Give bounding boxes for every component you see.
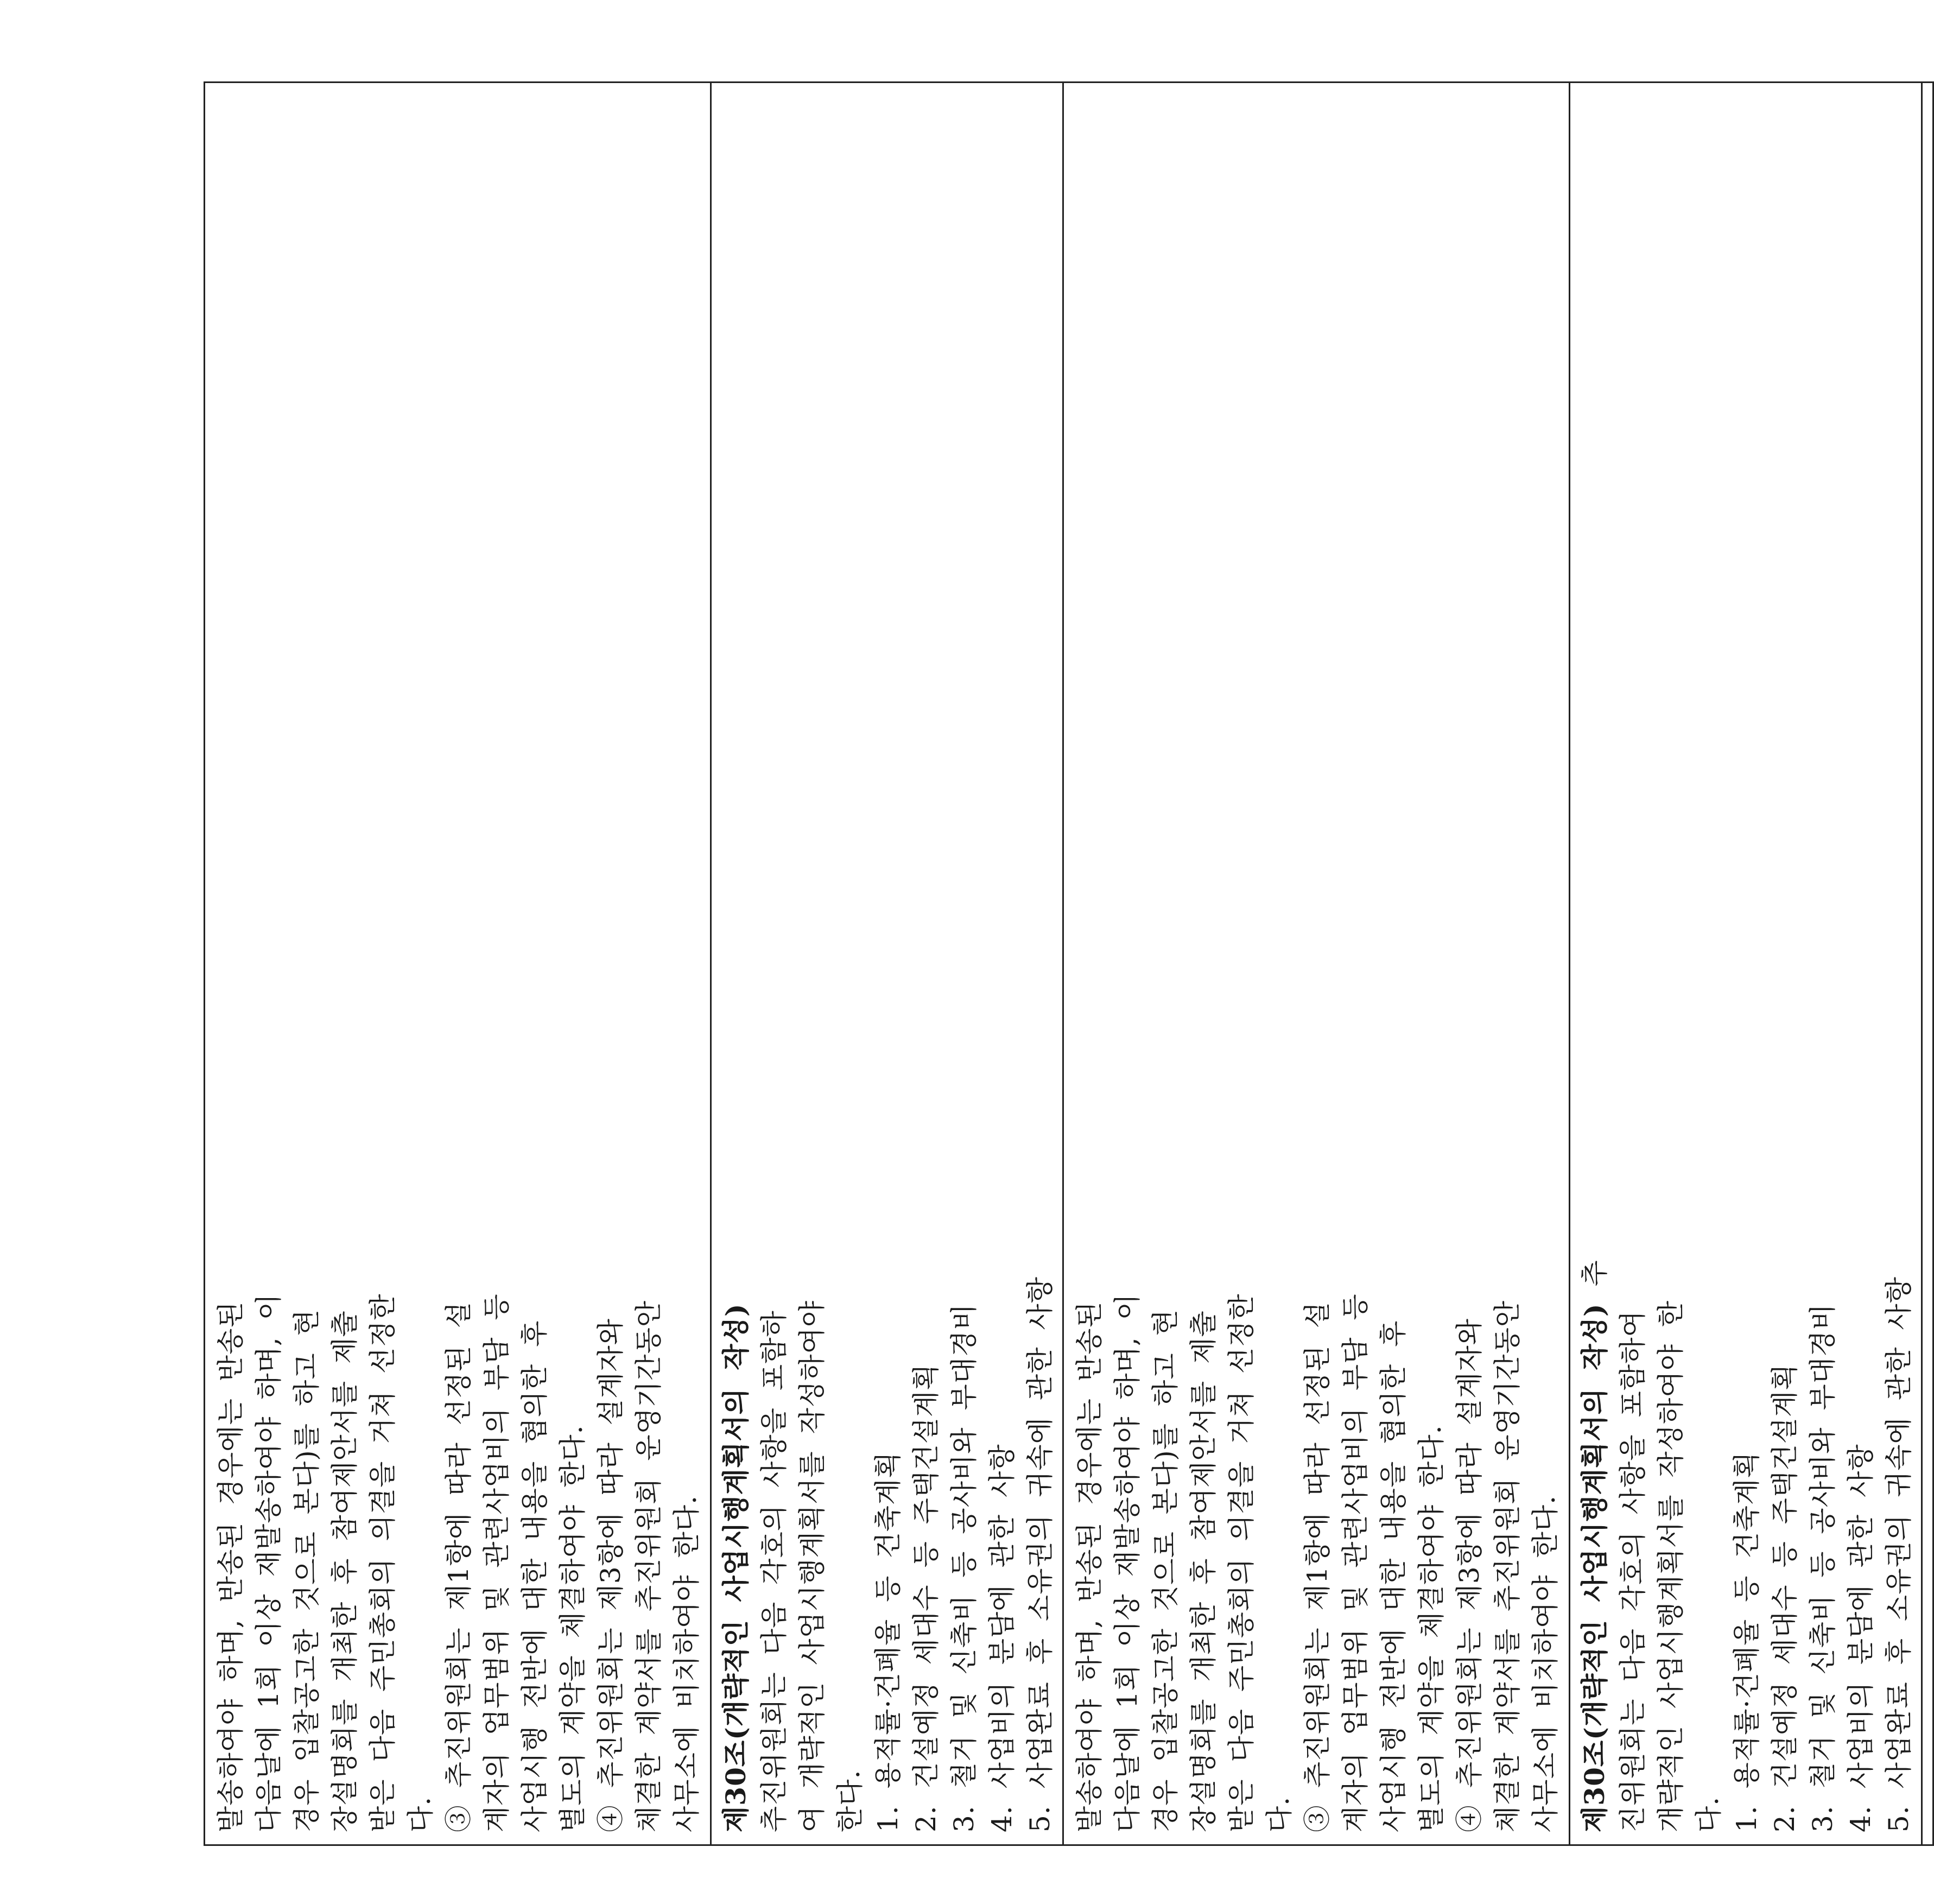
revised-para-top-line: 다음날에 1회 이상 재발송하여야 하며, 이 [1112,1293,1143,1832]
revised-article-title-tail: 추 [1579,1260,1610,1304]
revised-para4-line: 사무소에 비치하여야 한다. [1530,1495,1561,1832]
current-para3-line: 사업시행 전반에 대한 내용을 협의한 후 [519,1320,550,1832]
current-para3-line: 계자의 업무범위 및 관련사업비의 부담 등 [481,1293,512,1832]
current-para-top-line: 다. [405,1796,436,1832]
current-item: 2. 건설예정 세대수 등 주택건설계획 [910,1363,942,1832]
revised-item: 5. 사업완료 후 소유권의 귀속에 관한 사항 [1883,1276,1914,1832]
revised-item: 2. 건설예정 세대수 등 주택건설계획 [1769,1363,1800,1832]
current-para-top-line: 장설명회를 개최한 후 참여제안서를 제출 [329,1310,360,1832]
current-para3-line: 별도의 계약을 체결하여야 한다. [557,1425,588,1832]
current-article-text-line: 추진위원회는 다음 각호의 사항을 포함하 [758,1310,790,1832]
revised-article-30 [1569,83,1921,1844]
current-article-30 [710,83,1062,1844]
revised-item: 4. 사업비의 분담에 관한 사항 [1845,1444,1876,1832]
current-article-title: 제30조(개략적인 사업시행계획서의 작성) [720,1303,752,1832]
current-article-text-line: 한다. [834,1769,866,1832]
revised-article-text-line: 진위원회는 다음 각호의 사항을 포함하여 [1617,1310,1648,1832]
current-article-text-line: 여 개략적인 사업시행계획서를 작성하여야 [796,1300,828,1832]
current-provisions-cell [205,83,1063,1845]
revised-item: 3. 철거 및 신축비 등 공사비와 부대경비 [1807,1303,1838,1832]
revised-article-text-line: 다. [1693,1796,1724,1832]
current-item: 3. 철거 및 신축비 등 공사비와 부대경비 [948,1303,980,1832]
revised-para3-line: 별도의 계약을 체결하여야 한다. [1416,1425,1447,1832]
current-item: 1. 용적률·건폐율 등 건축계획 [872,1451,904,1832]
current-para-top-line: 받은 다음 주민총회의 의결을 거쳐 선정한 [367,1293,398,1832]
current-item: 4. 사업비의 분담에 관한 사항 [986,1444,1018,1832]
current-para4-line: 체결한 계약서를 추진위원회 운영기간동안 [633,1300,664,1832]
revised-provisions-cell [1063,83,1922,1845]
revised-para-top-line: 다. [1264,1796,1295,1832]
comparison-table [204,81,1934,1846]
revised-article-title: 제30조(개략적인 사업시행계획서의 작성) 추 [1578,1260,1610,1832]
current-para4-line: 사무소에 비치하여야 한다. [671,1495,702,1832]
current-para3-line: ③ 추진위원회는 제1항에 따라 선정된 설 [443,1301,474,1832]
revised-article-text-line: 개략적인 사업시행계획서를 작성하여야 한 [1655,1300,1686,1832]
rotated-page-content [204,81,1914,1846]
revised-para3-line: 계자의 업무범위 및 관련사업비의 부담 등 [1340,1293,1371,1832]
revised-item: 1. 용적률·건폐율 등 건축계획 [1731,1451,1762,1832]
revised-para-top-line: 경우 입찰공고한 것으로 본다)를 하고 현 [1150,1309,1181,1832]
current-para4-line: ④ 추진위원회는 제3항에 따라 설계자와 [595,1318,626,1832]
revised-para4-line: ④ 추진위원회는 제3항에 따라 설계자와 [1454,1318,1485,1832]
current-item: 5. 사업완료 후 소유권의 귀속에 관한 사항 [1024,1276,1056,1832]
current-para-top-line: 경우 입찰공고한 것으로 본다)를 하고 현 [291,1309,322,1832]
current-para-top-line: 다음날에 1회 이상 재발송하여야 하며, 이 [253,1293,284,1832]
current-para-top-line: 발송하여야 하며, 반송된 경우에는 반송된 [215,1301,246,1832]
remarks-cell [1922,83,1933,1845]
revised-para-top-line: 받은 다음 주민총회의 의결을 거쳐 선정한 [1226,1293,1257,1832]
revised-para-top-line: 장설명회를 개최한 후 참여제안서를 제출 [1188,1310,1219,1832]
revised-para-top-line: 발송하여야 하며, 반송된 경우에는 반송된 [1074,1301,1105,1832]
revised-para4-line: 체결한 계약서를 추진위원회 운영기간동안 [1492,1300,1523,1832]
revised-para3-line: ③ 추진위원회는 제1항에 따라 선정된 설 [1302,1301,1333,1832]
remarks-text [1923,83,1932,1844]
revised-para3-line: 사업시행 전반에 대한 내용을 협의한 후 [1378,1320,1409,1832]
